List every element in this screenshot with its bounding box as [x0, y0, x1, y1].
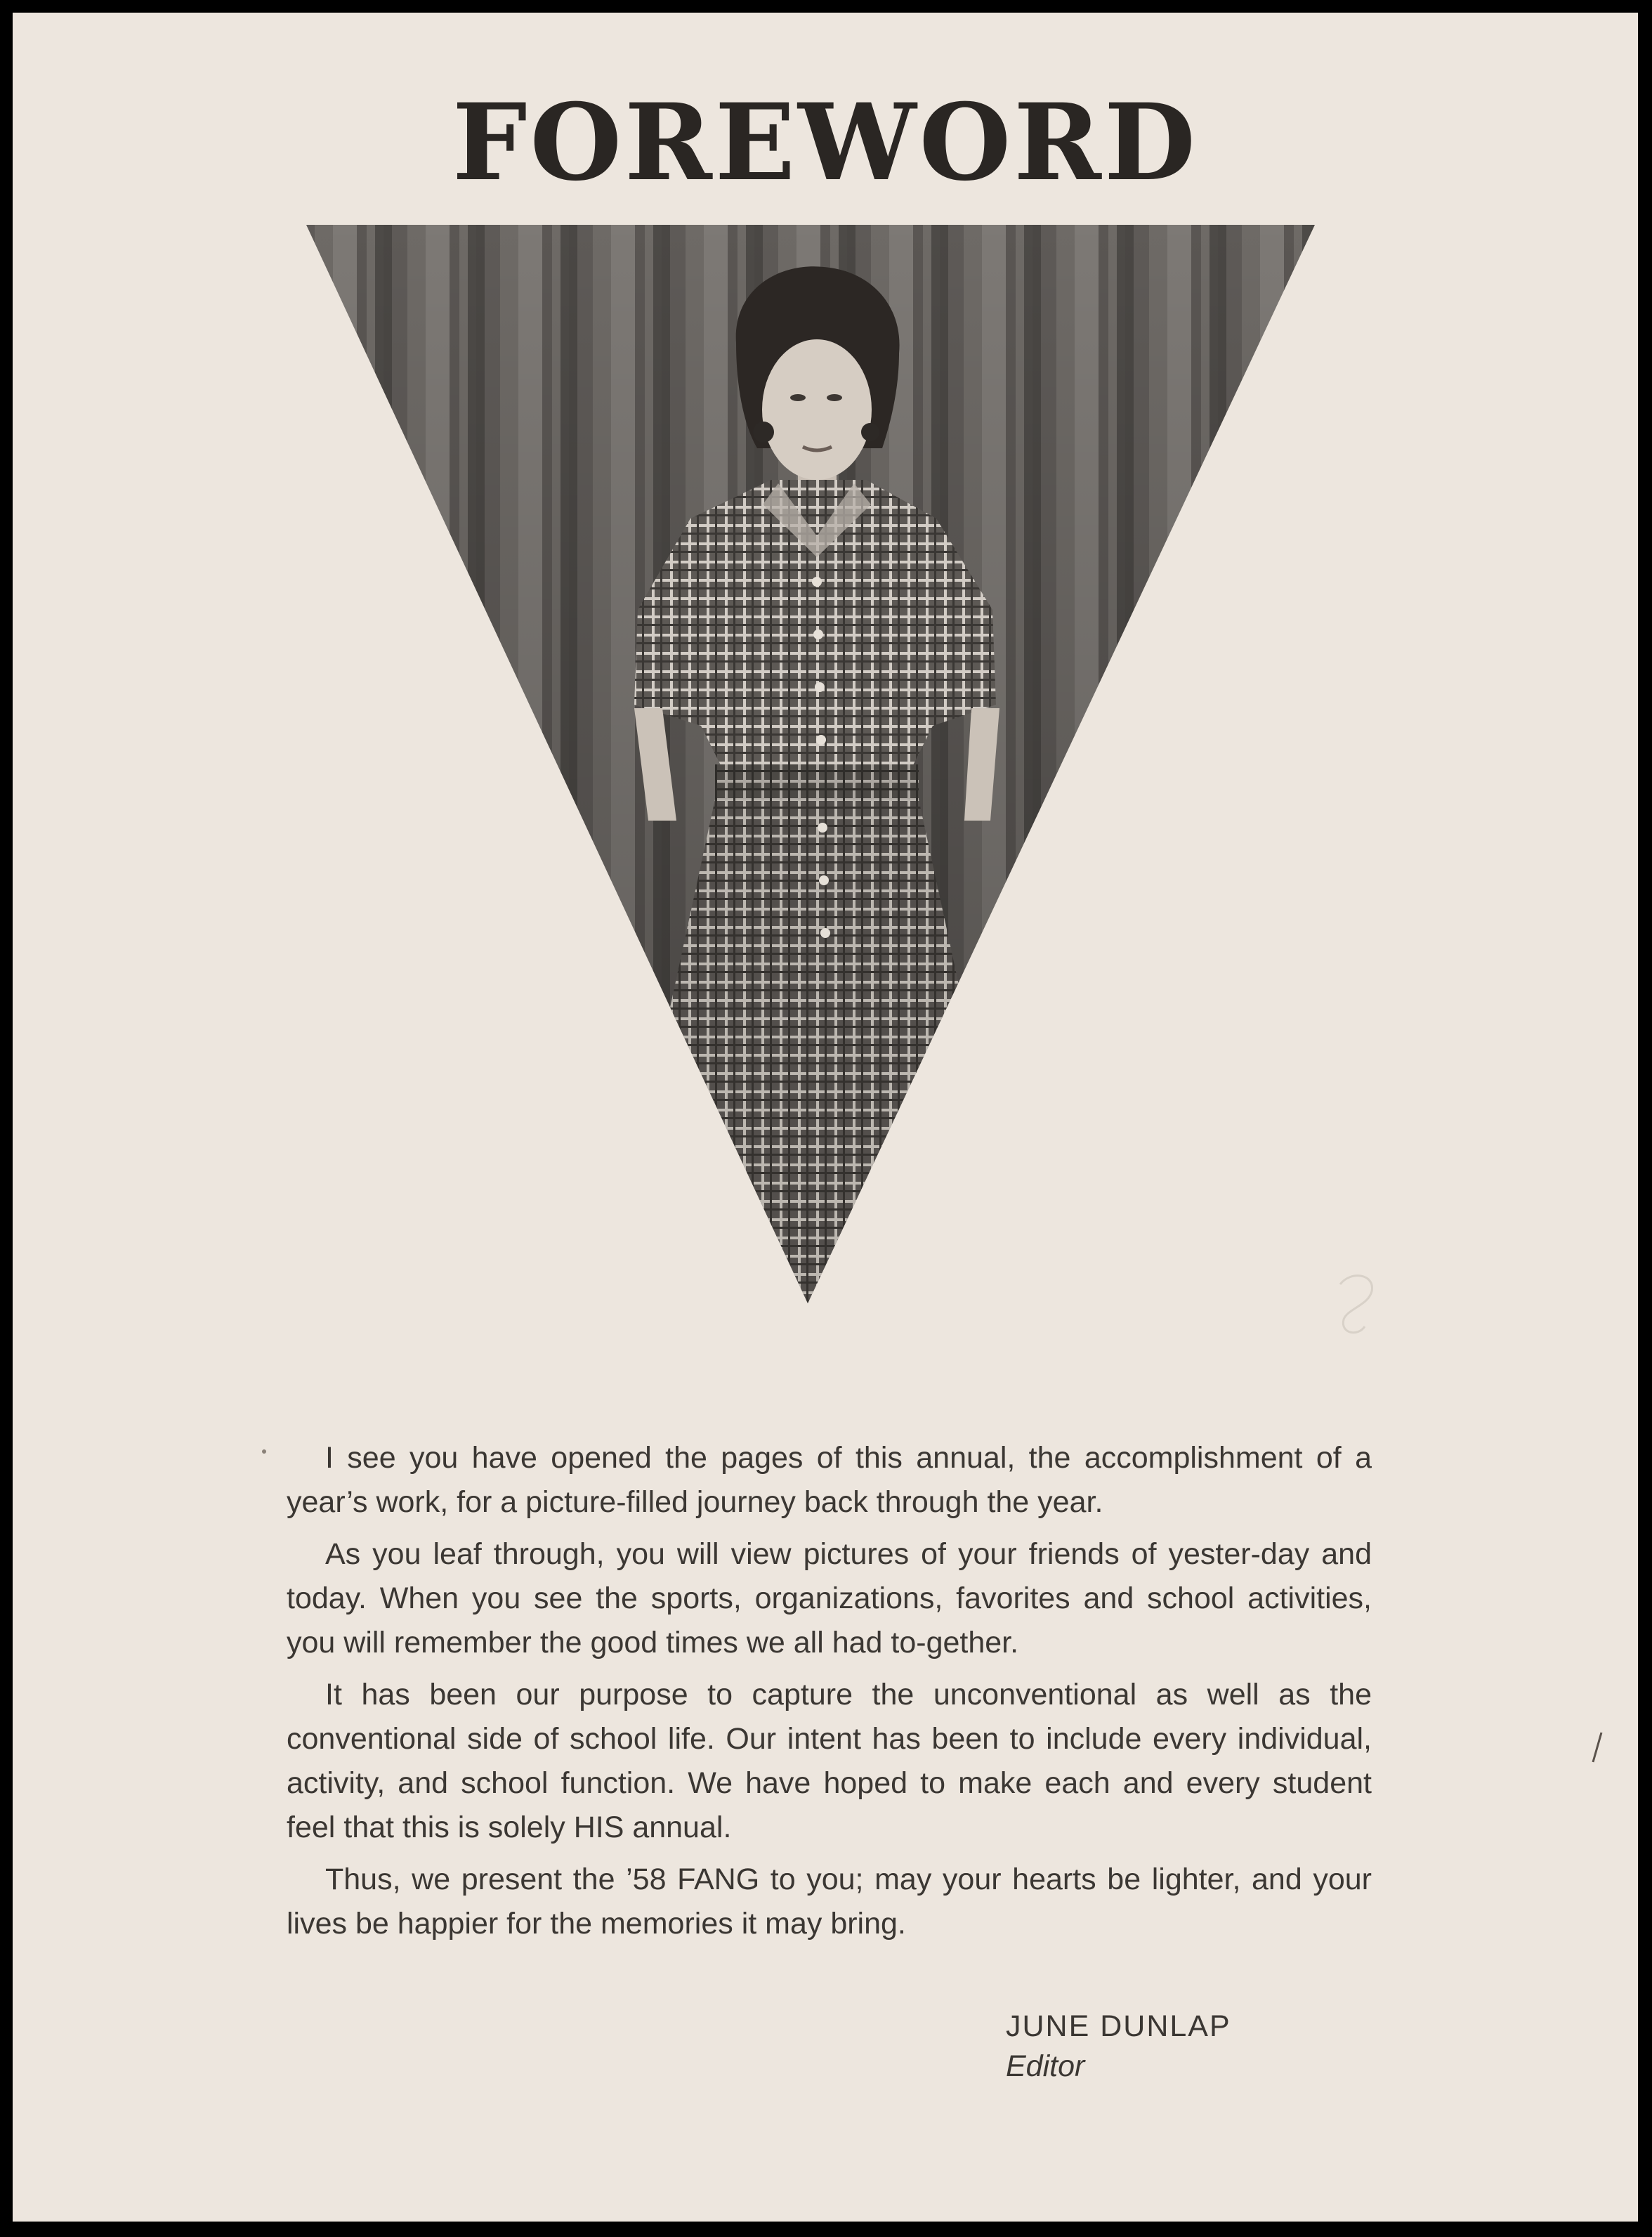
foreword-paragraph: I see you have opened the pages of this annual, the accomplishment of a year’s work, for a picture-filled journey back through the year. — [287, 1441, 1372, 1519]
foreword-paragraph: It has been our purpose to capture the unconventional as well as the conventional side of school life. Our intent has been to include every individual, activity, and school function. We have hoped to make each and every student feel that this is solely HIS annual. — [287, 1678, 1372, 1844]
foreword-paragraph: Thus, we present the ’58 FANG to you; may your hearts be lighter, and your lives be happier for the memories it may bring. — [287, 1863, 1372, 1941]
foreword-paragraph: As you leaf through, you will view pictures of your friends of yester-day and today. When you see the sports, organizations, favorites and school activities, you will remember the good times we all had to-gether. — [287, 1537, 1372, 1659]
foreword-text — [287, 1436, 1372, 1954]
yearbook-page — [13, 13, 1638, 2222]
page-title: FOREWORD — [452, 81, 1198, 204]
signature-block — [1006, 2007, 1231, 2087]
signature-title: Editor — [1006, 2049, 1085, 2083]
signature-name: JUNE DUNLAP — [1006, 2009, 1231, 2043]
